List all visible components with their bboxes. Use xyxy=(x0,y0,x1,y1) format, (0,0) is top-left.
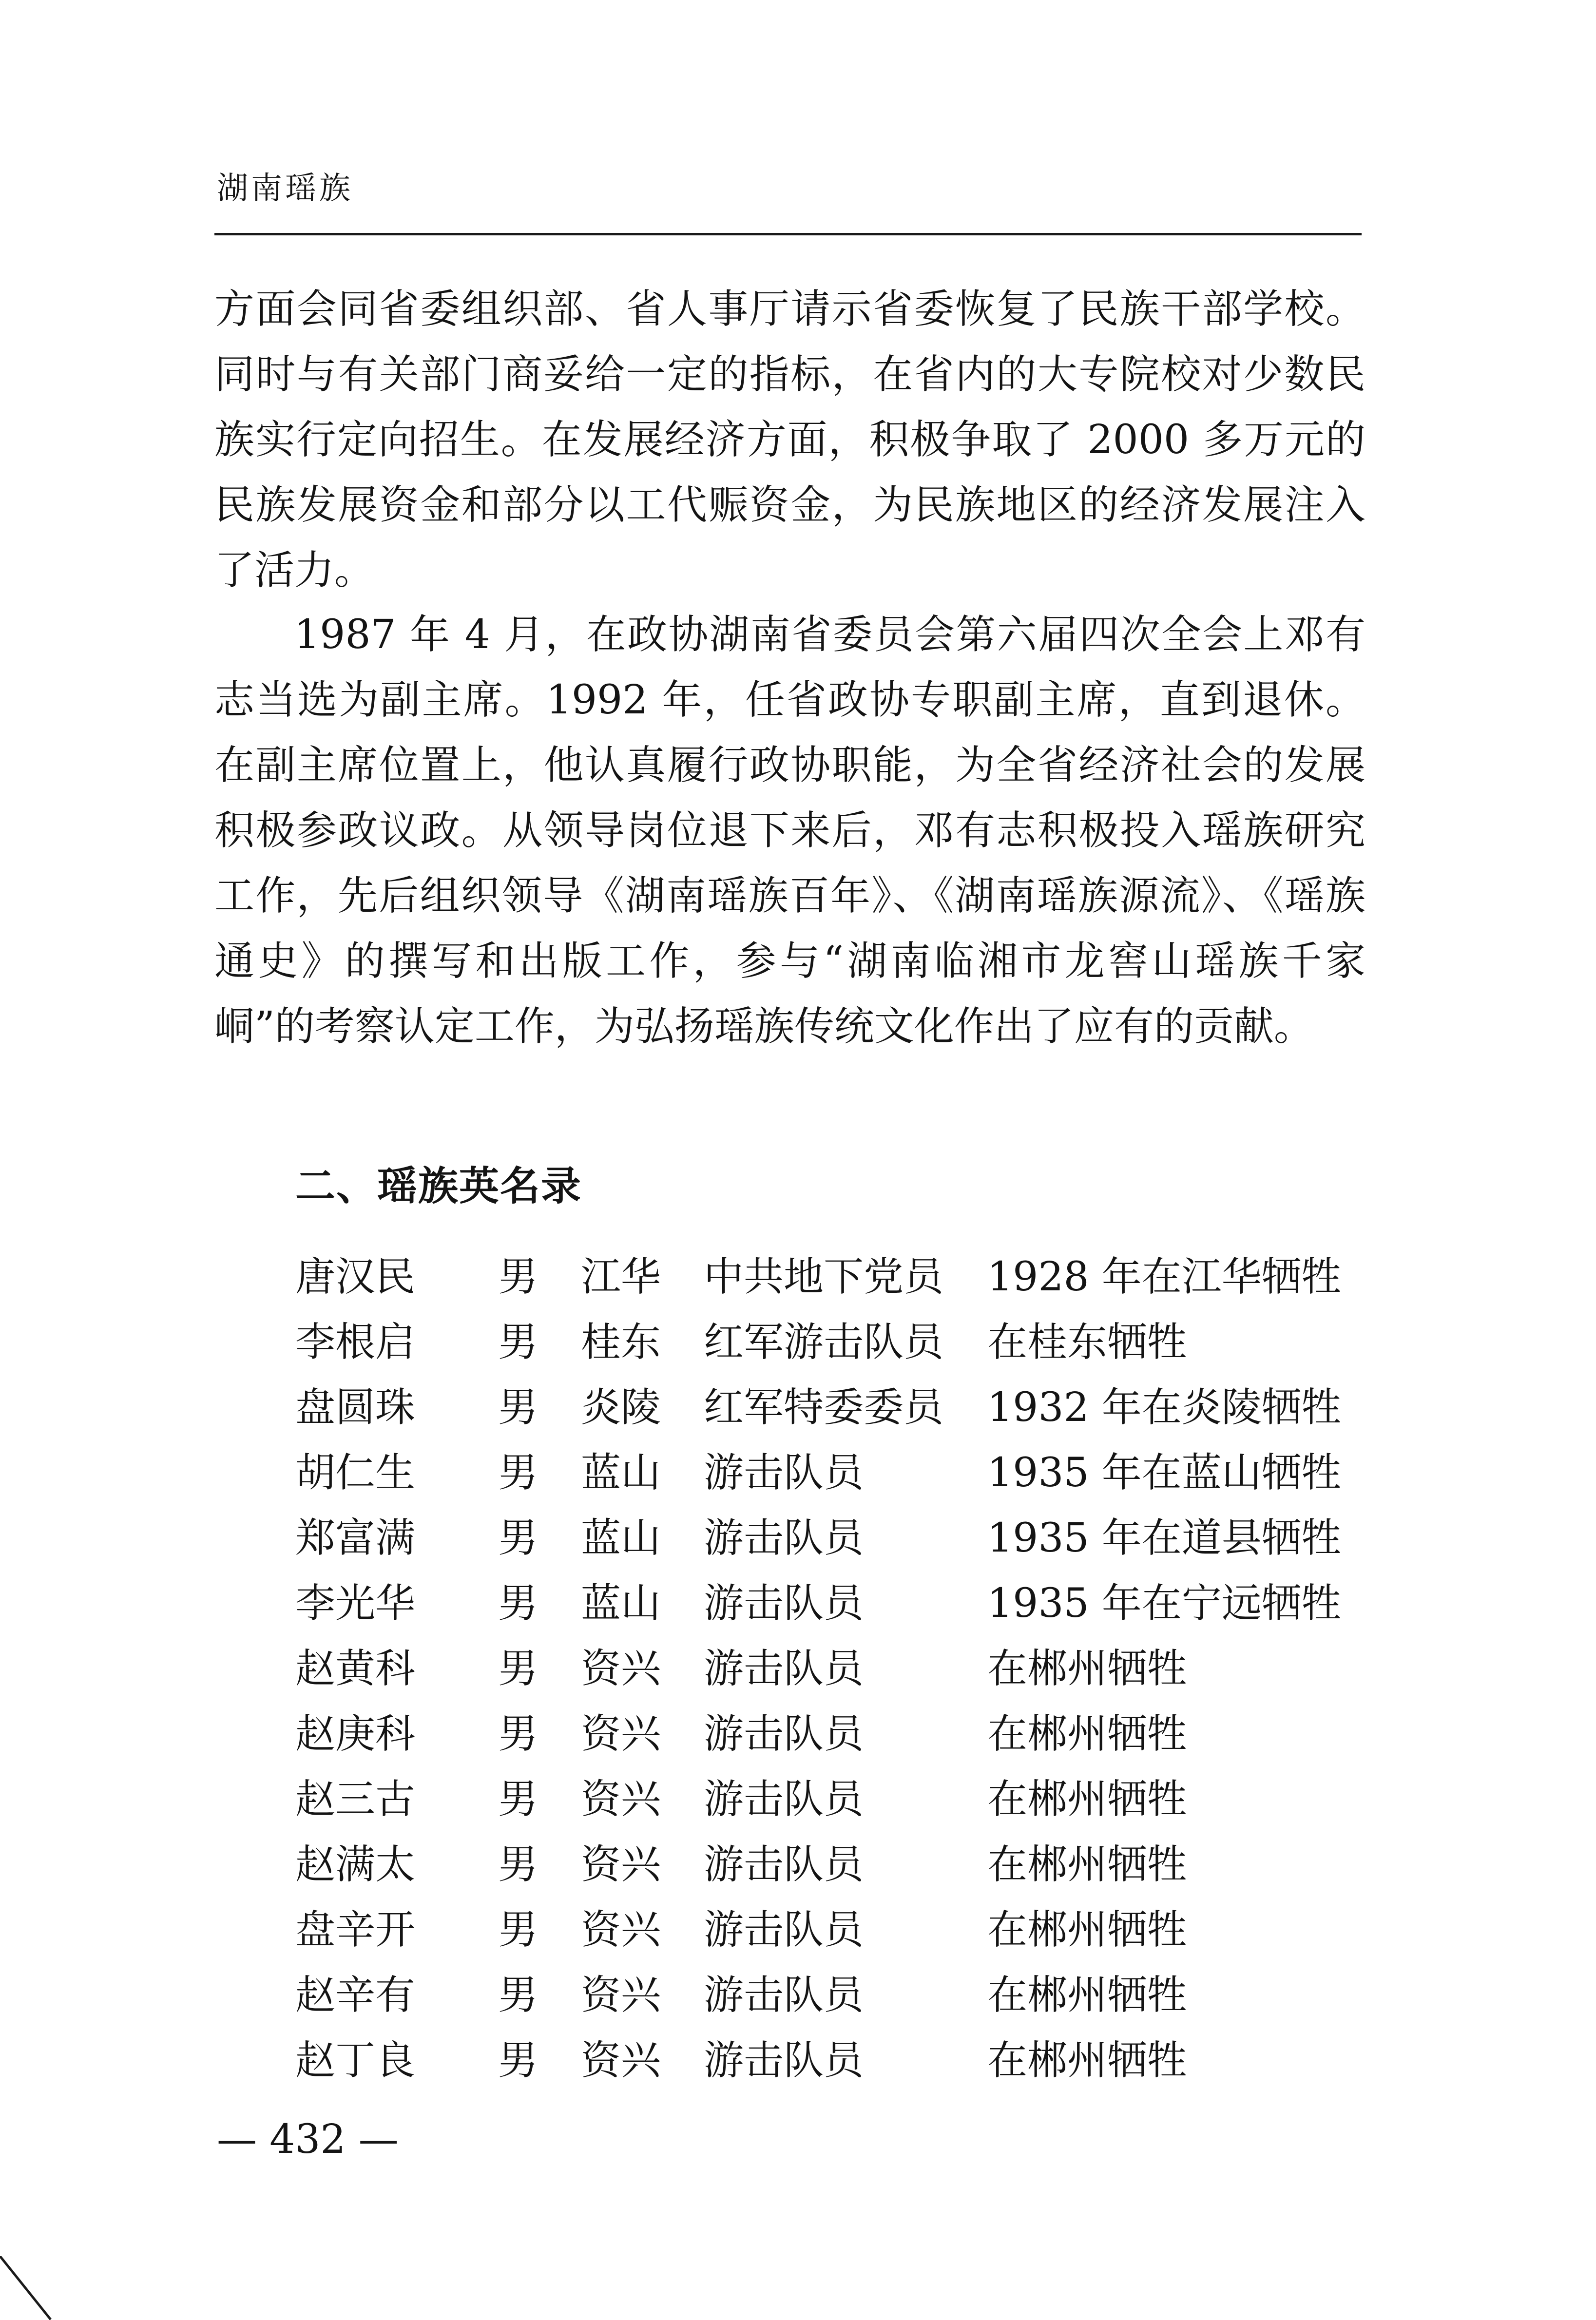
person-gender: 男 xyxy=(498,1646,538,1692)
person-county: 资兴 xyxy=(581,1646,661,1692)
person-gender: 男 xyxy=(498,1711,538,1757)
person-role: 游击队员 xyxy=(704,1972,864,2018)
person-sacrifice: 在郴州牺牲 xyxy=(987,1972,1188,2018)
person-name: 唐汉民 xyxy=(295,1254,416,1300)
person-gender: 男 xyxy=(498,1776,538,1822)
person-gender: 男 xyxy=(498,2037,538,2084)
person-name: 赵庚科 xyxy=(295,1711,416,1757)
person-role: 红军游击队员 xyxy=(704,1319,944,1365)
person-gender: 男 xyxy=(498,1384,538,1431)
section-title: 二、瑶族英名录 xyxy=(295,1163,582,1209)
person-name: 胡仁生 xyxy=(295,1450,416,1496)
person-county: 蓝山 xyxy=(581,1580,661,1627)
person-name: 赵丁良 xyxy=(295,2037,416,2084)
person-name: 盘圆珠 xyxy=(295,1384,416,1431)
person-role: 游击队员 xyxy=(704,1907,864,1953)
person-name: 赵满太 xyxy=(295,1841,416,1888)
person-sacrifice: 在郴州牺牲 xyxy=(987,1646,1188,1692)
person-role: 游击队员 xyxy=(704,1841,864,1888)
header-rule xyxy=(214,233,1362,235)
person-county: 桂东 xyxy=(581,1319,661,1365)
person-name: 赵黄科 xyxy=(295,1646,416,1692)
person-gender: 男 xyxy=(498,1972,538,2018)
person-name: 盘辛开 xyxy=(295,1907,416,1953)
person-county: 资兴 xyxy=(581,2037,661,2084)
person-county: 资兴 xyxy=(581,1711,661,1757)
person-gender: 男 xyxy=(498,1907,538,1953)
person-county: 蓝山 xyxy=(581,1515,661,1561)
page-number: — 432 — xyxy=(217,2116,399,2163)
person-sacrifice: 在桂东牺牲 xyxy=(987,1319,1188,1365)
body-paragraph-2: 1987 年 4 月，在政协湖南省委员会第六届四次全会上邓有志当选为副主席。1992 年，任省政协专职副主席，直到退休。在副主席位置上，他认真履行政协职能，为全省经济社会的发展积极参政议政。从领导岗位退下来后，邓有志积极投入瑶族研究工作，先后组织领导《湖南瑶族百年》、《湖南瑶族源流》、《瑶族通史》的撰写和出版工作，参与“湖南临湘市龙窖山瑶族千家峒”的考察认定工作，为弘扬瑶族传统文化作出了应有的贡献。 xyxy=(214,612,1365,1050)
person-name: 赵三古 xyxy=(295,1776,416,1822)
scan-edge-mark xyxy=(0,2256,58,2320)
person-sacrifice: 1935 年在宁远牺牲 xyxy=(987,1580,1342,1627)
person-gender: 男 xyxy=(498,1580,538,1627)
person-county: 资兴 xyxy=(581,1841,661,1888)
person-role: 游击队员 xyxy=(704,1580,864,1627)
person-gender: 男 xyxy=(498,1319,538,1365)
person-role: 游击队员 xyxy=(704,1711,864,1757)
person-county: 资兴 xyxy=(581,1907,661,1953)
person-sacrifice: 1935 年在道县牺牲 xyxy=(987,1515,1342,1561)
person-county: 江华 xyxy=(581,1254,661,1300)
person-role: 游击队员 xyxy=(704,1646,864,1692)
person-sacrifice: 在郴州牺牲 xyxy=(987,1907,1188,1953)
person-role: 红军特委委员 xyxy=(704,1384,944,1431)
person-gender: 男 xyxy=(498,1254,538,1300)
running-head-title: 湖南瑶族 xyxy=(217,171,353,207)
person-gender: 男 xyxy=(498,1515,538,1561)
person-name: 赵辛有 xyxy=(295,1972,416,2018)
person-role: 游击队员 xyxy=(704,1515,864,1561)
person-role: 游击队员 xyxy=(704,1776,864,1822)
person-sacrifice: 在郴州牺牲 xyxy=(987,1711,1188,1757)
person-gender: 男 xyxy=(498,1450,538,1496)
person-sacrifice: 1932 年在炎陵牺牲 xyxy=(987,1384,1342,1431)
person-name: 郑富满 xyxy=(295,1515,416,1561)
person-sacrifice: 在郴州牺牲 xyxy=(987,1776,1188,1822)
person-name: 李光华 xyxy=(295,1580,416,1627)
person-county: 资兴 xyxy=(581,1776,661,1822)
person-sacrifice: 1928 年在江华牺牲 xyxy=(987,1254,1342,1300)
person-county: 炎陵 xyxy=(581,1384,661,1431)
person-role: 游击队员 xyxy=(704,1450,864,1496)
person-gender: 男 xyxy=(498,1841,538,1888)
person-role: 游击队员 xyxy=(704,2037,864,2084)
person-county: 蓝山 xyxy=(581,1450,661,1496)
person-sacrifice: 在郴州牺牲 xyxy=(987,2037,1188,2084)
person-sacrifice: 在郴州牺牲 xyxy=(987,1841,1188,1888)
person-name: 李根启 xyxy=(295,1319,416,1365)
person-role: 中共地下党员 xyxy=(704,1254,944,1300)
body-paragraph-1: 方面会同省委组织部、省人事厅请示省委恢复了民族干部学校。同时与有关部门商妥给一定的指标，在省内的大专院校对少数民族实行定向招生。在发展经济方面，积极争取了 2000 多万元的民族发展资金和部分以工代赈资金，为民族地区的经济发展注入了活力。 xyxy=(214,286,1365,594)
person-county: 资兴 xyxy=(581,1972,661,2018)
person-sacrifice: 1935 年在蓝山牺牲 xyxy=(987,1450,1342,1496)
